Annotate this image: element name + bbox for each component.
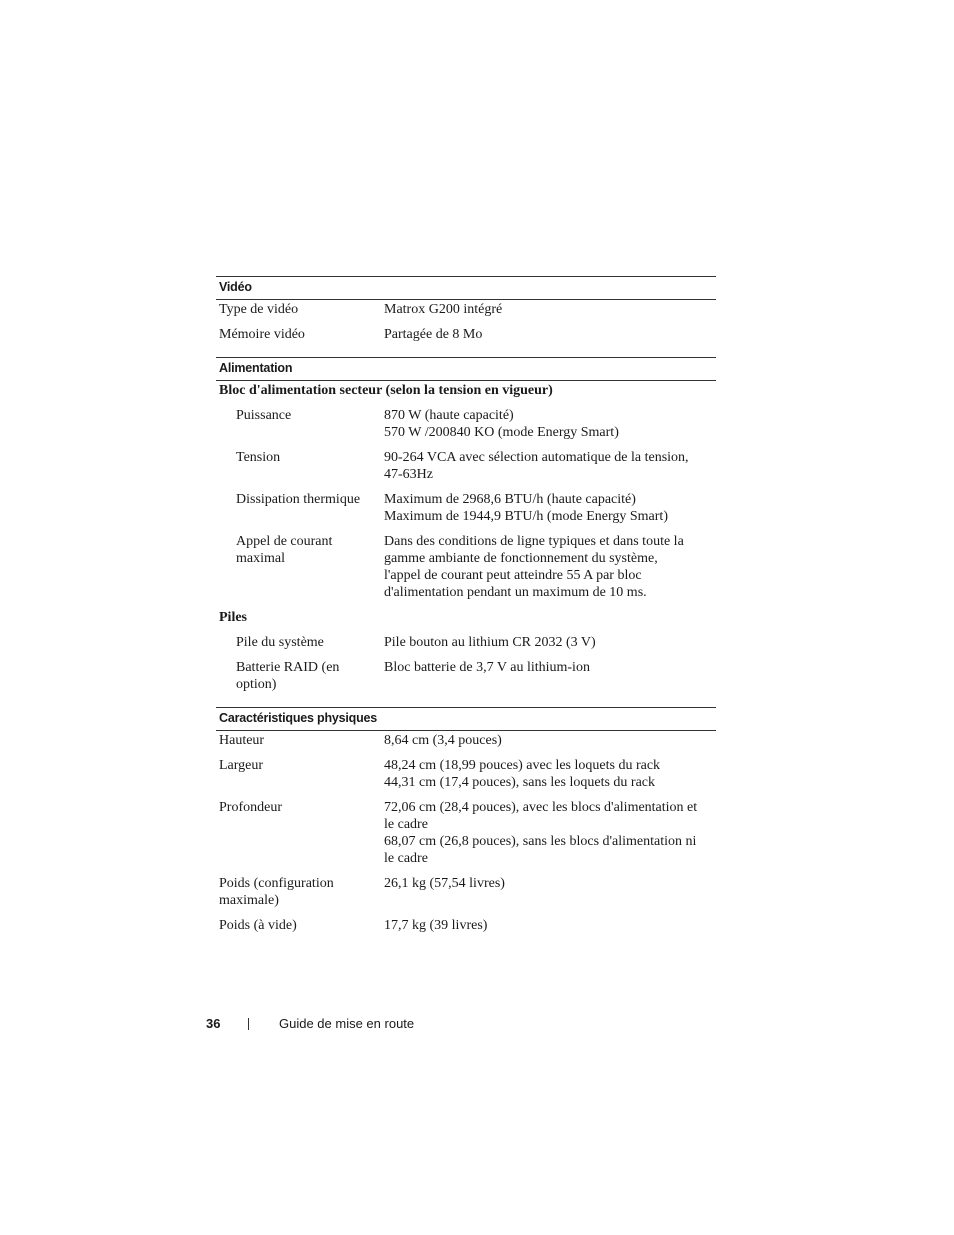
spec-label: Pile du système: [236, 635, 324, 650]
specifications-table: [216, 276, 716, 934]
spec-row-height: [216, 731, 716, 749]
spec-value: Matrox G200 intégré: [384, 302, 503, 317]
spec-value: Maximum de 2968,6 BTU/h (haute capacité) Maximum de 1944,9 BTU/h (mode Energy Smart): [384, 492, 668, 524]
page-number: 36: [206, 1016, 221, 1031]
guide-title: Guide de mise en route: [279, 1016, 415, 1031]
spec-value: Dans des conditions de ligne typiques et dans toute la gamme ambiante de fonctionnement du système, l'appel de courant peut atteindre 55 A par bloc d'alimentation pendant un maximum de 10 ms.: [384, 534, 684, 600]
section-header-physical: Caractéristiques physiques: [216, 707, 716, 731]
spec-value: Pile bouton au lithium CR 2032 (3 V): [384, 635, 596, 650]
section-header-power: Alimentation: [216, 357, 716, 381]
spec-label: Dissipation thermique: [236, 492, 361, 507]
spec-label: Puissance: [236, 408, 292, 423]
spec-row-heat-dissipation: [216, 483, 716, 525]
spec-label: Profondeur: [219, 800, 282, 815]
spec-label: Tension: [236, 450, 281, 465]
spec-label: Hauteur: [219, 733, 265, 748]
footer-separator: [248, 1018, 249, 1030]
spec-row-system-battery: [216, 626, 716, 651]
spec-value: 48,24 cm (18,99 pouces) avec les loquets du rack 44,31 cm (17,4 pouces), sans les loquets du rack: [384, 758, 661, 790]
spec-value: 8,64 cm (3,4 pouces): [384, 733, 502, 748]
spec-value: Bloc batterie de 3,7 V au lithium-ion: [384, 660, 590, 675]
spec-label: Mémoire vidéo: [219, 327, 305, 342]
spec-label: Type de vidéo: [219, 302, 299, 317]
spec-row-depth: [216, 791, 716, 867]
spec-row-raid-battery: [216, 651, 716, 693]
spec-label: Appel de courant maximal: [236, 534, 333, 566]
spec-row-width: [216, 749, 716, 791]
spec-value: 870 W (haute capacité) 570 W /200840 KO (mode Energy Smart): [384, 408, 619, 440]
subheading-ac-power-supply: Bloc d'alimentation secteur (selon la tension en vigueur): [219, 383, 553, 398]
spec-row-weight-max: [216, 867, 716, 909]
spec-row-inrush-current: [216, 525, 716, 601]
spec-value: 26,1 kg (57,54 livres): [384, 876, 505, 891]
spec-value: Partagée de 8 Mo: [384, 327, 483, 342]
spec-label: Batterie RAID (en option): [236, 660, 340, 692]
spec-row-video-type: [216, 300, 716, 318]
section-header-video: Vidéo: [216, 276, 716, 300]
spec-value: 90-264 VCA avec sélection automatique de la tension, 47-63Hz: [384, 450, 689, 482]
spec-row-video-memory: [216, 318, 716, 343]
spec-label: Poids (configuration maximale): [219, 876, 334, 908]
spec-label: Largeur: [219, 758, 264, 773]
page-footer: [206, 1016, 414, 1031]
subheading-batteries: Piles: [219, 610, 247, 625]
spec-row-voltage: [216, 441, 716, 483]
spec-label: Poids (à vide): [219, 918, 297, 933]
spec-row-wattage: [216, 399, 716, 441]
spec-value: 72,06 cm (28,4 pouces), avec les blocs d'alimentation et le cadre 68,07 cm (26,8 pouces), sans les blocs d'alimentation ni le cadre: [384, 800, 698, 866]
spec-value: 17,7 kg (39 livres): [384, 918, 488, 933]
spec-row-weight-empty: [216, 909, 716, 934]
